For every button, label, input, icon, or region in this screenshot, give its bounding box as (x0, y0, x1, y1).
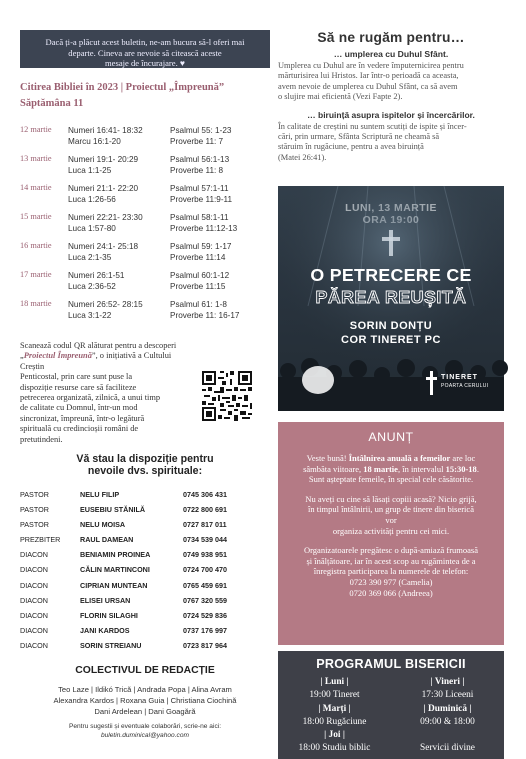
announcement-box (278, 422, 504, 645)
program-schedule (278, 676, 504, 756)
reading-row (20, 299, 270, 328)
announce-text: , în intervalul (397, 463, 446, 474)
contact-role: PREZBITER (20, 535, 61, 545)
contact-note-text: Pentru sugestii și eventuale colaborări, scrie-ne aici: (68, 723, 222, 731)
announce-text: are loc (450, 453, 476, 463)
contact-phone[interactable]: 0745 306 431 (183, 490, 227, 499)
reading-ref: Numeri 16:41- 18:32 (68, 126, 143, 135)
program-time: 17:30 Liceeni (421, 690, 474, 701)
contact-name: ELISEI URSAN (80, 595, 131, 605)
contact-name: NELU FILIP (80, 490, 120, 499)
qr-text-line: petrecerea organizată, zilnică, a unui timp (20, 393, 161, 403)
share-line-3: mesaje de încurajare. ♥ (104, 58, 186, 68)
contact-phone[interactable]: 0767 320 559 (183, 595, 227, 605)
reading-ref: Luca 1:26-56 (68, 195, 116, 204)
prayer-line: mărturisirea lui Hristos. Iar într-o perioadă ca aceasta, (278, 71, 459, 81)
reading-psalms-proverbs (170, 270, 260, 299)
program-day (391, 676, 504, 703)
bible-reading-week: Săptămâna 11 (20, 98, 84, 109)
contact-phone[interactable]: 0727 817 011 (183, 520, 227, 530)
qr-text-line: Scanează codul QR alăturat pentru a descoperi (20, 341, 177, 350)
editorial-title: COLECTIVUL DE REDACȚIE (75, 665, 215, 677)
share-notice (20, 30, 270, 68)
contacts-title-line: nevoile dvs. spirituale: (87, 465, 203, 477)
reading-ref: Proverbe 11:9-11 (170, 195, 233, 204)
announce-text: sâmbăta viitoare, (303, 463, 364, 474)
contacts-title (20, 453, 270, 477)
program-day-name: | Joi | (324, 730, 345, 741)
contact-name: FLORIN SILAGHI (80, 610, 138, 620)
event-performer: SORIN DONȚU (349, 320, 433, 332)
reading-date: 17 martie (20, 270, 52, 279)
share-line-1: Dacă ți-a plăcut acest buletin, ne-am bucura să-l oferi mai (45, 37, 245, 47)
reading-ref: Luca 1:57-80 (68, 224, 116, 233)
reading-psalms-proverbs (170, 125, 260, 154)
editorial-names (20, 684, 270, 717)
contact-name: BENIAMIN PROINEA (80, 550, 151, 560)
contact-name: SORIN STREIANU (80, 640, 142, 650)
editorial-line: Alexandra Kardos | Roxana Guia | Christiana Ciochină (53, 696, 237, 706)
left-column (20, 30, 270, 740)
cross-icon (382, 230, 400, 256)
contact-row (20, 626, 270, 641)
reading-ref: Proverbe 11: 16-17 (170, 311, 240, 320)
announce-phone[interactable]: 0720 369 066 (Andreea) (349, 587, 433, 598)
contact-email-link[interactable]: buletin.duminical@yahoo.com (100, 731, 190, 739)
contact-role: PASTOR (20, 490, 49, 499)
contact-phone[interactable]: 0722 800 691 (183, 505, 227, 515)
contact-name: RAUL DAMEAN (80, 535, 134, 545)
reading-ref: Numeri 22:21- 23:30 (68, 213, 143, 222)
contact-name: JANI KARDOS (80, 625, 130, 635)
right-column (278, 30, 504, 754)
prayer-line: cări, prin urmare, Sfânta Scriptură ne cheamă să (278, 132, 440, 142)
reading-ref: Luca 2:36-52 (68, 282, 116, 291)
qr-text-fragment: ”, o inițiativă a Cultului Creștin (20, 351, 172, 371)
qr-section (20, 341, 270, 451)
contact-role: DIACON (20, 625, 48, 635)
reading-row (20, 154, 270, 183)
reading-ot-nt (68, 183, 170, 212)
contact-list (20, 490, 270, 656)
contact-role: DIACON (20, 580, 48, 590)
announce-text: în timpul întâlnirii, un grup de tinere din biserică (308, 504, 474, 515)
contact-role: PASTOR (20, 505, 49, 515)
qr-text-line: Penticostal, prin care sunt puse la (20, 372, 133, 382)
contact-note (20, 723, 270, 740)
program-day (391, 703, 504, 730)
announce-text: și înălțătoare, iar în acest scop au rugămintea de a (306, 555, 476, 566)
contact-row (20, 596, 270, 611)
reading-ref: Psalmul 57:1-11 (170, 184, 229, 193)
announce-text: înregistra participarea la numerele de telefon: (313, 566, 469, 577)
program-day-name: | Luni | (320, 677, 349, 687)
reading-psalms-proverbs (170, 299, 260, 328)
announce-date: 18 martie (363, 463, 398, 474)
reading-row (20, 125, 270, 154)
contacts-title-line: Vă stau la dispoziție pentru (76, 453, 214, 465)
church-program (278, 651, 504, 759)
reading-date: 18 martie (20, 299, 52, 308)
reading-ot-nt (68, 270, 170, 299)
qr-description (20, 341, 192, 445)
reading-ref: Psalmul 55: 1-23 (170, 126, 232, 135)
program-time: 19:00 Tineret (309, 690, 360, 701)
reading-date: 15 martie (20, 212, 52, 221)
editorial-line: Dani Ardelean | Dani Goagără (94, 707, 196, 717)
contact-role: DIACON (20, 550, 48, 560)
reading-ref: Psalmul 56:1-13 (170, 155, 230, 164)
reading-ref: Numeri 19:1- 20:29 (68, 155, 139, 164)
contact-name: NELU MOISA (80, 520, 126, 530)
program-column-left (278, 676, 391, 756)
qr-text-line: sincronizat, împreună, într-o legătură (20, 413, 145, 423)
contact-phone[interactable]: 0765 459 691 (183, 580, 227, 590)
announce-text: . (476, 463, 479, 474)
reading-ref: Numeri 21:1- 22:20 (68, 184, 139, 193)
prayer-line: o slujire mai eficientă (Vezi Fapte 2). (278, 92, 403, 102)
reading-date: 12 martie (20, 125, 52, 134)
reading-ref: Luca 3:1-22 (68, 311, 112, 320)
program-day (278, 703, 391, 730)
program-day-name: | Marți | (318, 703, 351, 714)
reading-date: 16 martie (20, 241, 52, 250)
qr-code-icon[interactable] (202, 371, 252, 421)
qr-text-line: dispoziție resurse care să faciliteze (20, 382, 137, 392)
event-title-line-1: O PETRECERE CE (310, 265, 472, 285)
reading-ot-nt (68, 241, 170, 270)
announce-text: Sunt așteptate femeile, în special cele căsătorite. (308, 474, 474, 485)
announcement-paragraph-3 (285, 545, 497, 598)
contact-phone[interactable]: 0724 700 470 (183, 565, 227, 575)
contact-name: CĂLIN MARTINCONI (80, 565, 150, 575)
program-day-name: | Vineri | (430, 677, 465, 687)
reading-ref: Numeri 26:1-51 (68, 271, 125, 280)
reading-ref: Proverbe 11:12-13 (170, 224, 238, 233)
prayer-text-1 (278, 61, 504, 103)
contact-role: DIACON (20, 640, 48, 650)
program-day-name: | Duminică | (423, 703, 472, 714)
announcement-paragraph-2 (285, 494, 497, 536)
event-poster[interactable] (278, 186, 504, 411)
reading-ref: Numeri 26:52- 28:15 (68, 300, 143, 309)
reading-ref: Proverbe 11:15 (170, 282, 226, 291)
prayer-line: avem nevoie de umplerea cu Duhul Sfânt, ca să avem (278, 81, 458, 91)
reading-schedule (20, 125, 270, 328)
reading-ot-nt (68, 154, 170, 183)
program-time: 18:00 Studiu biblic (298, 743, 371, 754)
contact-role: DIACON (20, 595, 48, 605)
qr-text-line (20, 351, 192, 372)
qr-text-line: pretutindeni. (20, 434, 63, 444)
reading-psalms-proverbs (170, 212, 260, 241)
church-logo-icon (302, 366, 334, 394)
prayer-line: În calitate de creștini nu suntem scutiți de ispite și încer- (278, 121, 467, 131)
program-time: Servicii divine (420, 743, 475, 754)
prayer-title: Să ne rugăm pentru… (317, 30, 465, 45)
program-title: PROGRAMUL BISERICII (316, 657, 466, 671)
contact-row (20, 520, 270, 535)
announce-text: Nu aveți cu cine să lăsați copiii acasă? Nicio grijă, (305, 493, 477, 504)
program-day (278, 729, 391, 756)
prayer-line: Umplerea cu Duhul are în vedere împuternicirea pentru (278, 61, 464, 70)
announcement-paragraph-1 (285, 453, 497, 485)
contact-phone[interactable]: 0734 539 044 (183, 535, 227, 545)
announcement-title: ANUNȚ (368, 430, 414, 444)
event-title-line-2: PĂREA REUȘITĂ (315, 287, 467, 307)
editorial-line: Teo Laze | Ildikó Trică | Andrada Popa | Alina Avram (58, 685, 232, 695)
contact-row (20, 550, 270, 565)
announce-event-name: Întâlnirea anuală a femeilor (348, 453, 451, 463)
reading-ref: Numeri 24:1- 25:18 (68, 242, 139, 251)
announce-text: Veste bună! (306, 453, 349, 463)
announce-text: vor (385, 514, 397, 525)
reading-ref: Proverbe 11: 8 (170, 166, 224, 175)
reading-ref: Psalmul 59: 1-17 (170, 242, 232, 251)
reading-row (20, 183, 270, 212)
reading-ref: Proverbe 11: 7 (170, 137, 224, 146)
youth-logo-text: TINERET (441, 374, 478, 381)
prayer-text-2 (278, 122, 504, 164)
contact-row (20, 505, 270, 520)
share-line-2: departe. Cineva are nevoie să citească aceste (68, 47, 222, 58)
contact-phone[interactable]: 0749 938 951 (183, 550, 227, 560)
reading-psalms-proverbs (170, 241, 260, 270)
prayer-line: stăruim în rugăciune, pentru a avea biruință (278, 142, 424, 152)
reading-ot-nt (68, 125, 170, 154)
reading-date: 13 martie (20, 154, 52, 163)
contact-row (20, 565, 270, 580)
contact-name: EUSEBIU STĂNILĂ (80, 505, 146, 515)
bible-reading-title: Citirea Bibliei în 2023 | Proiectul „Împreună” (20, 82, 225, 93)
program-column-right (391, 676, 504, 756)
contact-name: CIPRIAN MUNTEAN (80, 580, 148, 590)
program-time: 18:00 Rugăciune (302, 716, 367, 727)
contact-row (20, 611, 270, 626)
reading-ref: Psalmul 61: 1-8 (170, 300, 227, 309)
contact-phone[interactable]: 0723 817 964 (183, 640, 227, 650)
reading-ref: Proverbe 11:14 (170, 253, 226, 262)
reading-row (20, 212, 270, 241)
event-choir: COR TINERET PC (341, 334, 441, 346)
contact-row (20, 581, 270, 596)
prayer-subtitle-2: … biruință asupra ispitelor și încercărilor. (307, 109, 475, 120)
reading-psalms-proverbs (170, 154, 260, 183)
reading-row (20, 270, 270, 299)
prayer-subtitle-1: … umplerea cu Duhul Sfânt. (333, 49, 449, 59)
reading-ref: Luca 1:1-25 (68, 166, 112, 175)
reading-ref: Marcu 16:1-20 (68, 137, 121, 146)
program-day (278, 676, 391, 703)
reading-ref: Luca 2:1-35 (68, 253, 112, 262)
program-day (391, 729, 504, 756)
reading-ot-nt (68, 212, 170, 241)
program-time: 09:00 & 18:00 (420, 716, 475, 727)
reading-row (20, 241, 270, 270)
contact-row (20, 641, 270, 656)
contact-role: DIACON (20, 565, 48, 575)
qr-text-line: spirituală cu credincioșii români de (20, 424, 139, 434)
contact-role: DIACON (20, 610, 48, 620)
reading-psalms-proverbs (170, 183, 260, 212)
youth-logo-subtext: POARTA CERULUI (441, 383, 489, 389)
announce-text: Organizatoarele pregătesc o după-amiază frumoasă (303, 545, 478, 556)
contact-row (20, 490, 270, 505)
announce-phone[interactable]: 0723 390 977 (Camelia) (349, 576, 433, 587)
announce-time: 15:30-18 (445, 463, 477, 474)
reading-date: 14 martie (20, 183, 52, 192)
project-name: Proiectul Împreună (23, 351, 92, 361)
contact-row (20, 535, 270, 550)
contact-role: PASTOR (20, 520, 49, 530)
qr-quote-open: „ (20, 351, 24, 361)
qr-text-line: de calitate cu Domnul, într-un mod (20, 403, 138, 413)
reading-ot-nt (68, 299, 170, 328)
reading-ref: Psalmul 58:1-11 (170, 213, 229, 222)
contact-phone[interactable]: 0724 529 836 (183, 610, 227, 620)
reading-ref: Psalmul 60:1-12 (170, 271, 230, 280)
announce-text: organiza activități pentru cei mici. (332, 525, 450, 536)
contact-phone[interactable]: 0737 176 997 (183, 625, 227, 635)
prayer-line: (Matei 26:41). (278, 152, 327, 162)
